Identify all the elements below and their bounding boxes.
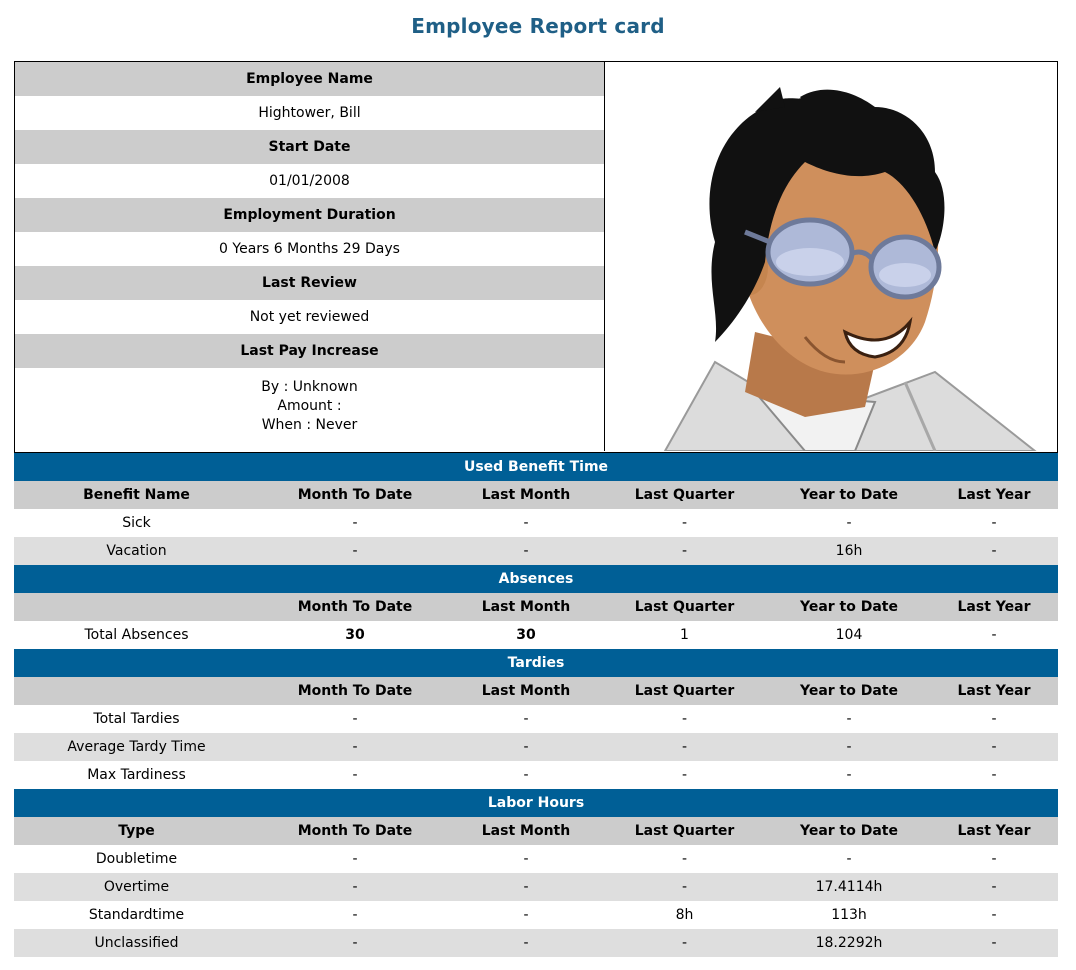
column-header: Last Month [451, 677, 601, 705]
column-header: Month To Date [259, 677, 451, 705]
row-label: Overtime [14, 873, 259, 901]
table-cell: - [930, 901, 1058, 929]
table-cell: - [768, 509, 930, 537]
column-header [14, 677, 259, 705]
column-header: Month To Date [259, 817, 451, 845]
table-cell: - [768, 733, 930, 761]
last-pay-increase-label: Last Pay Increase [15, 334, 604, 368]
column-header: Last Year [930, 481, 1058, 509]
table-cell: - [930, 509, 1058, 537]
table-cell: - [601, 509, 768, 537]
labor-section-title: Labor Hours [14, 789, 1058, 817]
stats-table [14, 453, 1058, 957]
column-header: Last Quarter [601, 481, 768, 509]
last-review-label: Last Review [15, 266, 604, 300]
table-cell: - [259, 509, 451, 537]
table-cell: 16h [768, 537, 930, 565]
benefit-section-title: Used Benefit Time [14, 453, 1058, 481]
tardies-section-title: Tardies [14, 649, 1058, 677]
employee-name-label: Employee Name [15, 62, 604, 96]
table-row [14, 537, 1058, 565]
table-cell: - [930, 761, 1058, 789]
employment-duration-value: 0 Years 6 Months 29 Days [15, 232, 604, 266]
column-header: Month To Date [259, 593, 451, 621]
column-header: Year to Date [768, 593, 930, 621]
labor-header-row [14, 817, 1058, 845]
employee-name-value: Hightower, Bill [15, 96, 604, 130]
table-cell: - [259, 761, 451, 789]
row-label: Sick [14, 509, 259, 537]
table-cell: - [930, 705, 1058, 733]
table-cell: 30 [451, 621, 601, 649]
last-review-value: Not yet reviewed [15, 300, 604, 334]
column-header: Last Year [930, 593, 1058, 621]
tardies-header-row [14, 677, 1058, 705]
row-label: Max Tardiness [14, 761, 259, 789]
table-cell: - [451, 509, 601, 537]
table-cell: - [601, 873, 768, 901]
table-row [14, 929, 1058, 957]
table-cell: - [451, 733, 601, 761]
table-cell: - [601, 733, 768, 761]
avatar-icon [605, 62, 1057, 451]
pay-amount: Amount : [277, 398, 342, 414]
row-label: Vacation [14, 537, 259, 565]
column-header: Year to Date [768, 677, 930, 705]
table-cell: - [930, 929, 1058, 957]
table-cell: 1 [601, 621, 768, 649]
table-row [14, 705, 1058, 733]
row-label: Average Tardy Time [14, 733, 259, 761]
table-cell: - [259, 873, 451, 901]
column-header: Last Month [451, 481, 601, 509]
benefit-header-row [14, 481, 1058, 509]
employee-photo [605, 62, 1057, 451]
start-date-label: Start Date [15, 130, 604, 164]
table-row [14, 901, 1058, 929]
table-cell: - [601, 537, 768, 565]
employee-info-panel [15, 62, 605, 451]
table-cell: 17.4114h [768, 873, 930, 901]
table-row [14, 509, 1058, 537]
table-cell: - [451, 845, 601, 873]
column-header: Year to Date [768, 817, 930, 845]
table-cell: - [601, 705, 768, 733]
column-header: Last Year [930, 677, 1058, 705]
table-cell: - [768, 761, 930, 789]
table-cell: 113h [768, 901, 930, 929]
table-cell: - [601, 929, 768, 957]
table-cell: - [259, 845, 451, 873]
row-label: Standardtime [14, 901, 259, 929]
row-label: Unclassified [14, 929, 259, 957]
table-cell: - [259, 901, 451, 929]
row-label: Total Tardies [14, 705, 259, 733]
table-row [14, 845, 1058, 873]
column-header: Last Month [451, 817, 601, 845]
table-cell: - [451, 537, 601, 565]
pay-when: When : Never [261, 417, 358, 433]
table-cell: - [451, 929, 601, 957]
table-cell: - [768, 705, 930, 733]
table-cell: - [451, 901, 601, 929]
stats-section [15, 452, 1057, 957]
last-pay-increase-details [15, 368, 604, 435]
table-cell: - [259, 929, 451, 957]
table-cell: - [930, 845, 1058, 873]
table-cell: 104 [768, 621, 930, 649]
table-cell: - [259, 733, 451, 761]
column-header [14, 593, 259, 621]
column-header: Last Quarter [601, 817, 768, 845]
column-header: Last Month [451, 593, 601, 621]
column-header: Last Quarter [601, 677, 768, 705]
column-header: Month To Date [259, 481, 451, 509]
table-cell: - [930, 537, 1058, 565]
table-cell: - [930, 621, 1058, 649]
table-cell: - [451, 873, 601, 901]
table-row [14, 621, 1058, 649]
table-cell: - [930, 733, 1058, 761]
table-cell: - [601, 761, 768, 789]
table-cell: - [259, 537, 451, 565]
table-row [14, 761, 1058, 789]
pay-by: By : Unknown [261, 379, 358, 395]
report-card [14, 61, 1058, 953]
table-cell: - [259, 705, 451, 733]
table-row [14, 733, 1058, 761]
page-title: Employee Report card [411, 14, 665, 38]
table-cell: - [451, 761, 601, 789]
column-header: Last Quarter [601, 593, 768, 621]
absences-section-title: Absences [14, 565, 1058, 593]
table-cell: 30 [259, 621, 451, 649]
row-label: Total Absences [14, 621, 259, 649]
table-cell: 8h [601, 901, 768, 929]
employment-duration-label: Employment Duration [15, 198, 604, 232]
column-header: Benefit Name [14, 481, 259, 509]
table-cell: - [930, 873, 1058, 901]
row-label: Doubletime [14, 845, 259, 873]
table-row [14, 873, 1058, 901]
column-header: Year to Date [768, 481, 930, 509]
column-header: Type [14, 817, 259, 845]
table-cell: - [601, 845, 768, 873]
column-header: Last Year [930, 817, 1058, 845]
table-cell: - [451, 705, 601, 733]
table-cell: 18.2292h [768, 929, 930, 957]
start-date-value: 01/01/2008 [15, 164, 604, 198]
table-cell: - [768, 845, 930, 873]
absences-header-row [14, 593, 1058, 621]
